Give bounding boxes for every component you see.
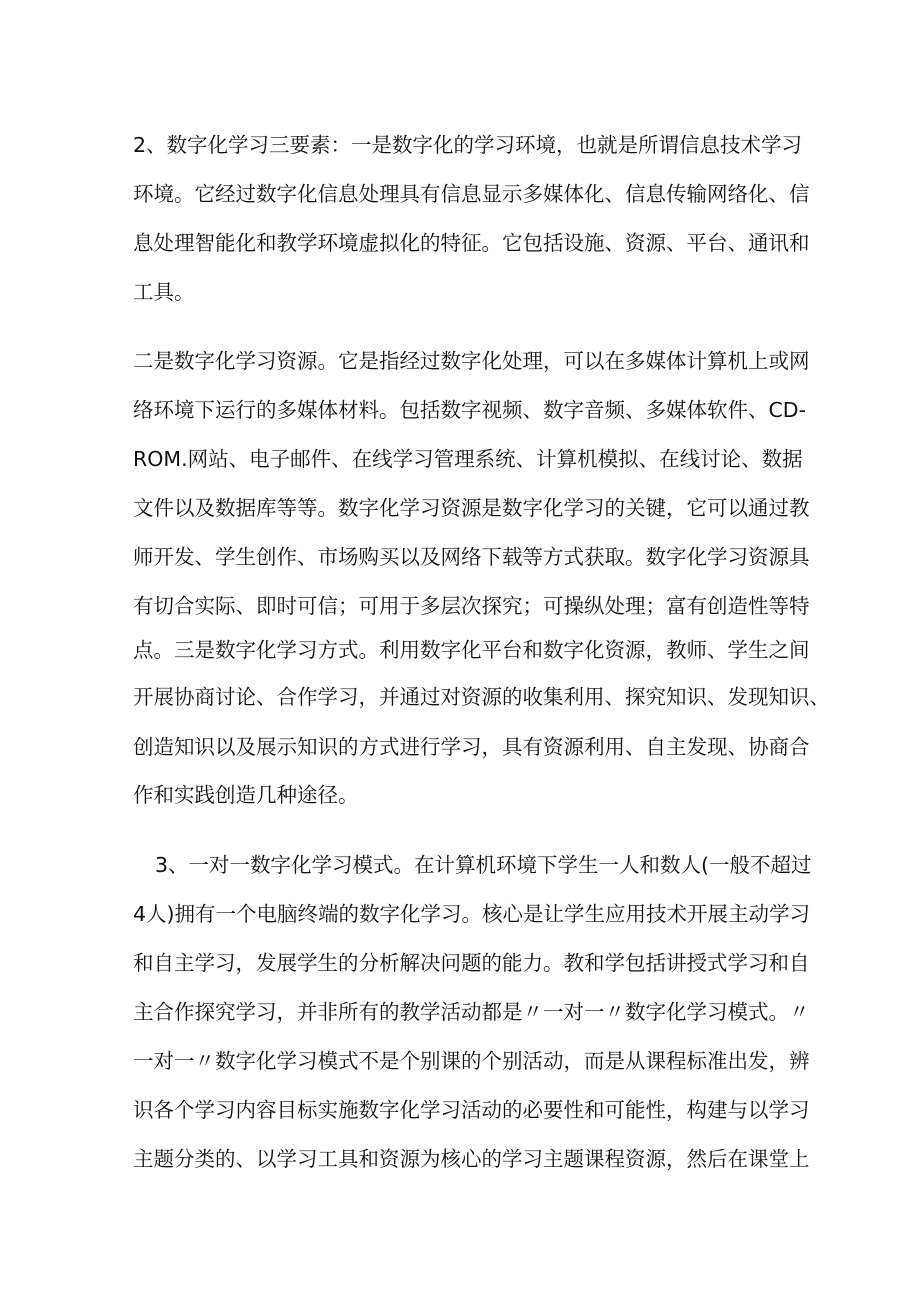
- text-line: 2、数字化学习三要素：一是数字化的学习环境，也就是所谓信息技术学习: [133, 133, 803, 157]
- text-line: 4人)拥有一个电脑终端的数字化学习。核心是让学生应用技术开展主动学习: [133, 902, 811, 926]
- text-line: 有切合实际、即时可信；可用于多层次探究；可操纵处理；富有创造性等特: [133, 594, 810, 618]
- text-line: 创造知识以及展示知识的方式进行学习，具有资源利用、自主发现、协商合: [133, 735, 810, 759]
- text-line: 环境。它经过数字化信息处理具有信息显示多媒体化、信息传输网络化、信: [133, 182, 810, 206]
- text-line: 和自主学习，发展学生的分析解决问题的能力。教和学包括讲授式学习和自: [133, 951, 810, 975]
- text-line: ROM.网站、电子邮件、在线学习管理系统、计算机模拟、在线讨论、数据: [133, 447, 803, 471]
- text-line: 二是数字化学习资源。它是指经过数字化处理，可以在多媒体计算机上或网: [133, 349, 810, 373]
- text-line: 息处理智能化和教学环境虚拟化的特征。它包括设施、资源、平台、通讯和: [133, 231, 810, 255]
- text-line: 3、一对一数字化学习模式。在计算机环境下学生一人和数人(一般不超过: [155, 853, 812, 877]
- text-line: 文件以及数据库等等。数字化学习资源是数字化学习的关键，它可以通过教: [133, 496, 810, 520]
- text-line: 师开发、学生创作、市场购买以及网络下载等方式获取。数字化学习资源具: [133, 545, 810, 569]
- text-line: 一对一〃数字化学习模式不是个别课的个别活动，而是从课程标准出发，辨: [133, 1049, 810, 1073]
- text-line: 主题分类的、以学习工具和资源为核心的学习主题课程资源，然后在课堂上: [133, 1147, 810, 1171]
- text-line: 络环境下运行的多媒体材料。包括数字视频、数字音频、多媒体软件、CD-: [133, 398, 806, 422]
- text-line: 工具。: [133, 280, 195, 304]
- text-line: 识各个学习内容目标实施数字化学习活动的必要性和可能性，构建与以学习: [133, 1098, 810, 1122]
- text-line: 开展协商讨论、合作学习，并通过对资源的收集利用、探究知识、发现知识、: [133, 685, 830, 709]
- text-line: 作和实践创造几种途径。: [133, 783, 359, 807]
- text-line: 主合作探究学习，并非所有的教学活动都是〃一对一〃数字化学习模式。〃: [133, 1000, 810, 1024]
- text-line: 点。三是数字化学习方式。利用数字化平台和数字化资源，教师、学生之间: [133, 638, 810, 662]
